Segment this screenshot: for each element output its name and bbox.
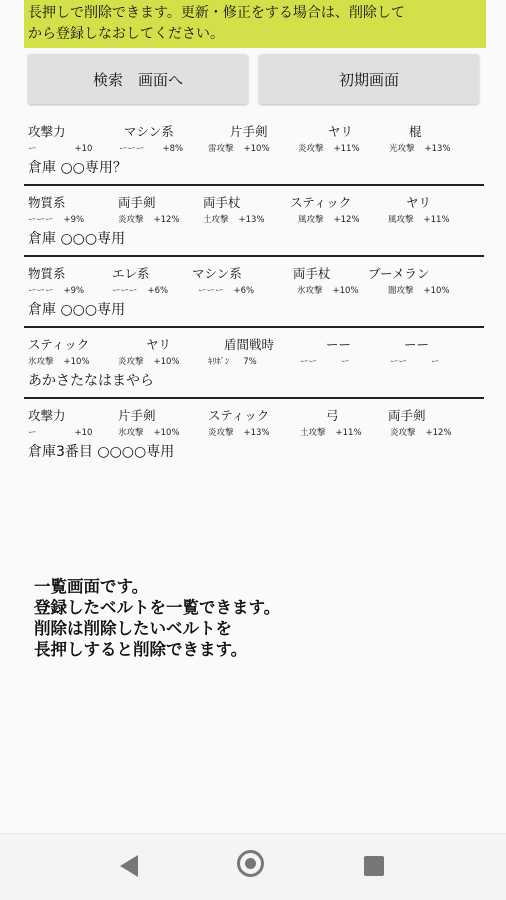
slot-value: 土攻撃 +13% — [203, 215, 265, 225]
belt-entry[interactable] — [28, 335, 484, 395]
recent-apps-icon[interactable] — [364, 856, 384, 876]
slot-name: 攻撃力 — [28, 124, 66, 139]
notice-line-1: 長押しで削除できます。更新・修正をする場合は、削除して — [28, 5, 405, 21]
belt-title: 倉庫 ○○○専用 — [28, 302, 126, 318]
belt-divider — [24, 255, 484, 257]
slot-name: 片手剣 — [230, 124, 268, 139]
slot-name: スティック — [208, 408, 270, 423]
slot-value: 氷攻撃 +10% — [118, 428, 180, 438]
slot-name: マシン系 — [124, 124, 174, 139]
slot-name: 物質系 — [28, 195, 66, 210]
slot-value: 風攻撃 +12% — [298, 215, 360, 225]
slot-name: ーー — [404, 337, 430, 352]
notice-banner — [24, 0, 486, 48]
slot-name: ブーメラン — [368, 266, 430, 281]
slot-value: 風攻撃 +11% — [388, 215, 450, 225]
slot-value: 炎攻撃 +12% — [118, 215, 180, 225]
help-line-1: 一覧画面です。 — [34, 577, 149, 596]
slot-name: ヤリ — [146, 337, 172, 352]
belt-entry[interactable] — [28, 264, 484, 324]
initial-screen-button[interactable]: 初期画面 — [259, 54, 479, 104]
system-nav-bar — [0, 833, 506, 900]
help-line-4: 長押しすると削除できます。 — [34, 640, 248, 659]
slot-value: ーーー +8% — [119, 144, 184, 154]
search-screen-button[interactable]: 検索 画面へ — [28, 54, 248, 104]
help-overlay-text — [34, 576, 280, 660]
slot-name: ヤリ — [406, 195, 432, 210]
slot-name: 物質系 — [28, 266, 66, 281]
slot-value: 氷攻撃 +10% — [297, 286, 359, 296]
slot-value: 光攻撃 +13% — [389, 144, 451, 154]
slot-value: 炎攻撃 +10% — [118, 357, 180, 367]
slot-name: 両手剣 — [388, 408, 426, 423]
back-icon[interactable] — [120, 855, 138, 877]
slot-value: 土攻撃 +11% — [300, 428, 362, 438]
slot-value: ー +10 — [28, 428, 93, 438]
slot-value: 闇攻撃 +10% — [388, 286, 450, 296]
slot-value: 炎攻撃 +11% — [298, 144, 360, 154]
slot-value: ーー ー — [300, 357, 350, 367]
slot-value: ーーー +6% — [198, 286, 255, 296]
slot-value: ー +10 — [28, 144, 93, 154]
slot-name: ヤリ — [328, 124, 354, 139]
belt-title: 倉庫 ○○専用？ — [28, 160, 127, 176]
slot-value: ーーー +6% — [112, 286, 169, 296]
slot-name: エレ系 — [112, 266, 150, 281]
slot-name: 両手剣 — [118, 195, 156, 210]
belt-entry[interactable] — [28, 193, 484, 253]
belt-title: あかさたなはまやら — [28, 373, 154, 389]
slot-name: 攻撃力 — [28, 408, 66, 423]
belt-divider — [24, 397, 484, 399]
belt-entry[interactable] — [28, 122, 484, 182]
slot-value: ｷﾘﾎﾟﾝ 7% — [208, 357, 257, 367]
slot-value: ーー ー — [390, 357, 440, 367]
slot-value: 雷攻撃 +10% — [208, 144, 270, 154]
slot-name: 片手剣 — [118, 408, 156, 423]
slot-value: ーーー +9% — [28, 215, 85, 225]
belt-title: 倉庫 ○○○専用 — [28, 231, 126, 247]
help-line-3: 削除は削除したいベルトを — [34, 619, 232, 638]
slot-name: マシン系 — [192, 266, 242, 281]
slot-name: 盾間戦時 — [224, 337, 275, 352]
slot-name: 両手杖 — [203, 195, 241, 210]
belt-divider — [24, 184, 484, 186]
belt-entry[interactable] — [28, 406, 484, 466]
slot-name: 弓 — [326, 408, 339, 423]
slot-value: 炎攻撃 +12% — [390, 428, 452, 438]
slot-name: ーー — [326, 337, 352, 352]
slot-value: ーーー +9% — [28, 286, 85, 296]
belt-title: 倉庫3番目 ○○○○専用 — [28, 444, 175, 460]
belt-divider — [24, 326, 484, 328]
slot-name: スティック — [290, 195, 352, 210]
slot-name: 棍 — [409, 124, 422, 139]
slot-name: スティック — [28, 337, 90, 352]
help-line-2: 登録したベルトを一覧できます。 — [34, 598, 281, 617]
slot-value: 氷攻撃 +10% — [28, 357, 90, 367]
slot-name: 両手杖 — [293, 266, 331, 281]
slot-value: 炎攻撃 +13% — [208, 428, 270, 438]
notice-line-2: から登録しなおしてください。 — [28, 26, 224, 42]
home-icon[interactable] — [237, 850, 264, 877]
